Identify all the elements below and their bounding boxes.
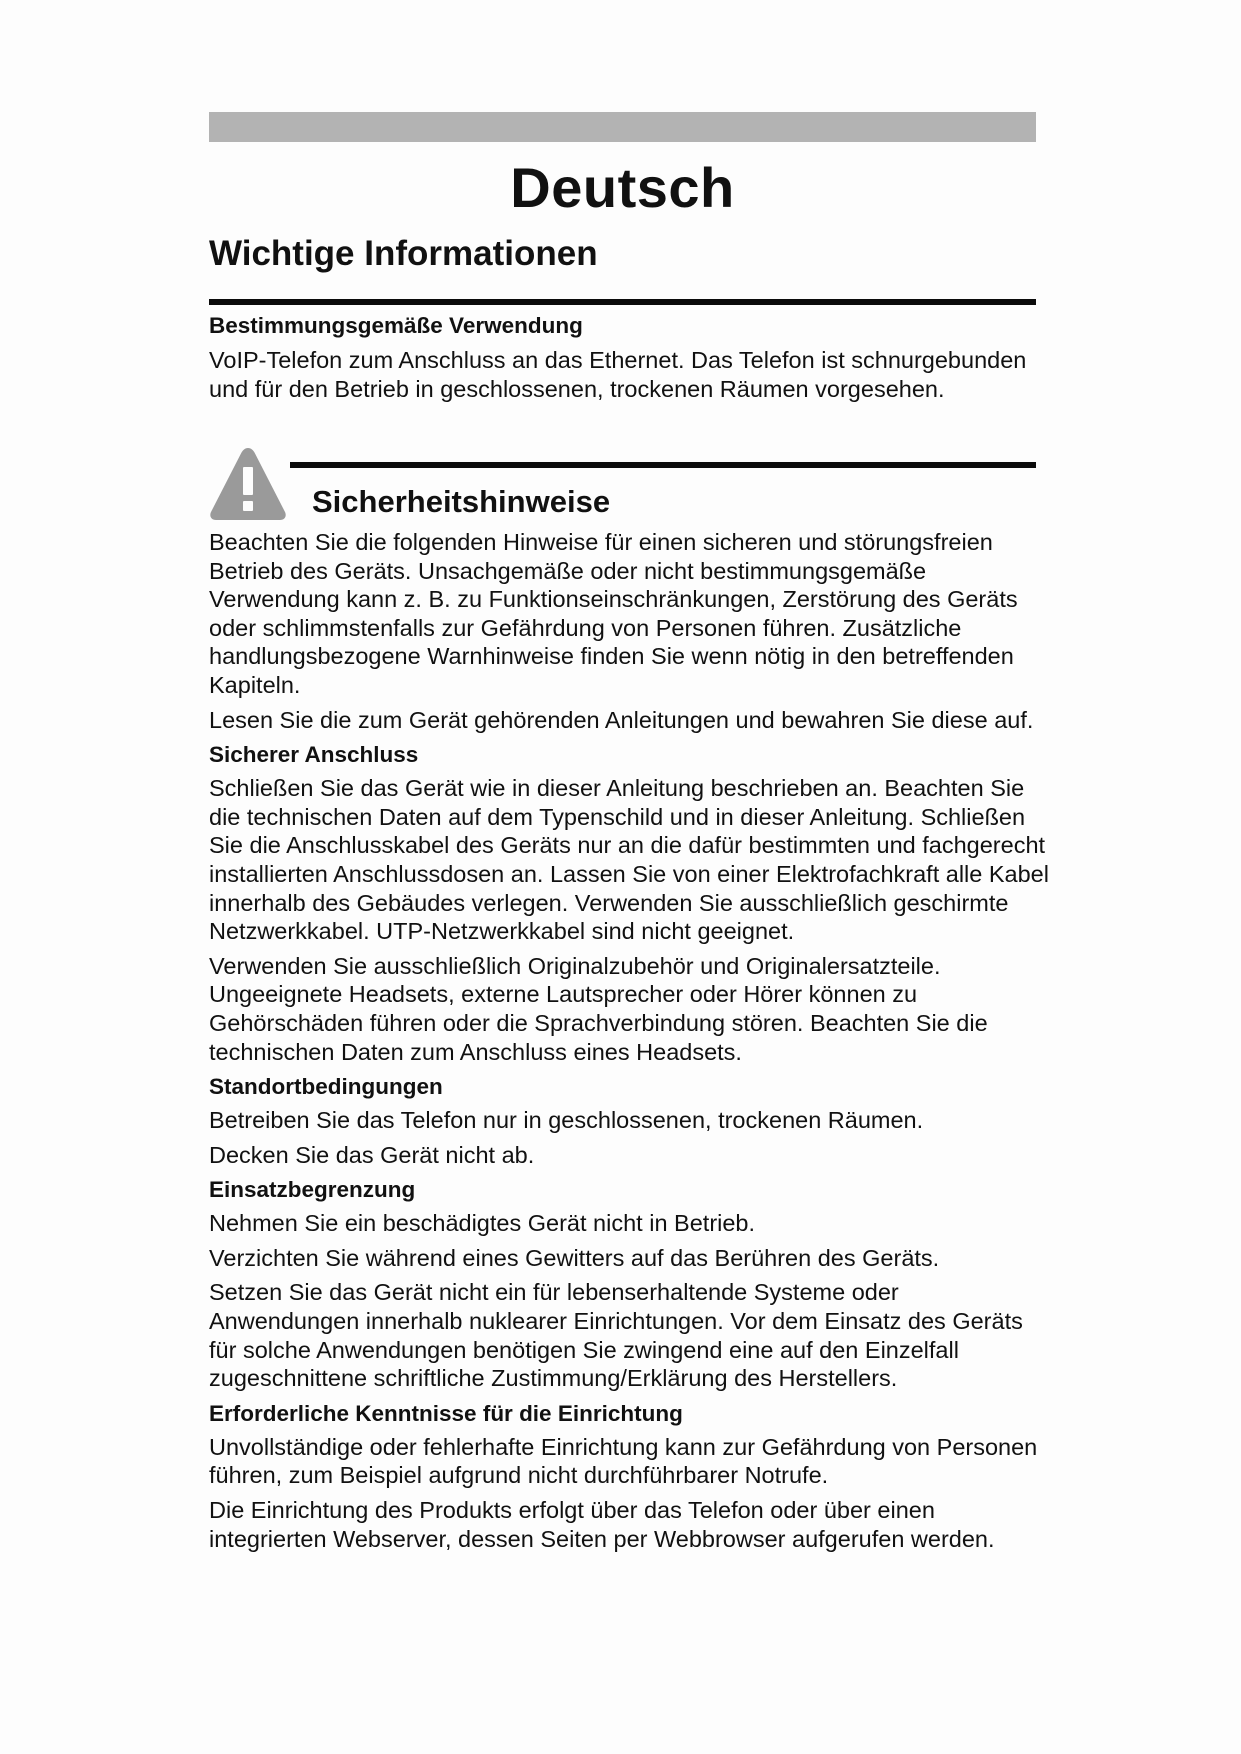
connection-paragraph-1: Schließen Sie das Gerät wie in dieser Anleitung beschrieben an. Beachten Sie die technischen Daten auf dem Typenschild und in dieser Anleitung. Schließen Sie die Anschlusskabel des Geräts nur an die dafür bestimmten und fachgerecht installierten Anschlussdosen an. Lassen Sie von einer Elektrofachkraft alle Kabel innerhalb des Gebäudes verlegen. Verwenden Sie ausschließlich geschirmte Netzwerkkabel. UTP-Netzwerkkabel sind nicht geeignet. (209, 775, 1049, 945)
language-title: Deutsch (510, 156, 735, 219)
safety-read-manuals: Lesen Sie die zum Gerät gehörenden Anleitungen und bewahren Sie diese auf. (209, 706, 1034, 733)
safety-divider (290, 462, 1036, 468)
safety-heading: Sicherheitshinweise (312, 484, 611, 519)
limitations-paragraph-1: Nehmen Sie ein beschädigtes Gerät nicht in Betrieb. (209, 1210, 756, 1237)
location-paragraph-2: Decken Sie das Gerät nicht ab. (209, 1141, 535, 1168)
location-paragraph-1: Betreiben Sie das Telefon nur in geschlossenen, trockenen Räumen. (209, 1107, 924, 1134)
intended-use-heading: Bestimmungsgemäße Verwendung (209, 313, 583, 338)
top-gray-bar (209, 112, 1036, 142)
safety-intro: Beachten Sie die folgenden Hinweise für einen sicheren und störungsfreien Betrieb des Geräts. Unsachgemäße oder nicht bestimmungsgemäße Verwendung kann z. B. zu Funktionseinschränkungen, Zerstörung des Geräts oder schlimmstenfalls zur Gefährdung von Personen führen. Zusätzliche handlungsbezogene Warnhinweise finden Sie wenn nötig in den betreffenden Kapiteln. (209, 529, 1018, 698)
intended-use-text: VoIP-Telefon zum Anschluss an das Ethernet. Das Telefon ist schnurgebunden und für den Betrieb in geschlossenen, trockenen Räumen vorgesehen. (209, 347, 1027, 402)
setup-paragraph-2: Die Einrichtung des Produkts erfolgt über das Telefon oder über einen integrierten Webserver, dessen Seiten per Webbrowser aufgerufen werden. (209, 1497, 995, 1552)
page-title: Wichtige Informationen (209, 234, 598, 273)
safety-content (209, 528, 1054, 1559)
limitations-paragraph-3: Setzen Sie das Gerät nicht ein für lebenserhaltende Systeme oder Anwendungen innerhalb nuklearer Einrichtungen. Vor dem Einsatz des Geräts für solche Anwendungen benötigen Sie zwingend eine auf den Einzelfall zugeschnittene schriftliche Zustimmung/Erklärung des Herstellers. (209, 1279, 1023, 1392)
limitations-paragraph-2: Verzichten Sie während eines Gewitters auf das Berühren des Geräts. (209, 1244, 940, 1271)
section-heading-limitations: Einsatzbegrenzung (209, 1177, 416, 1203)
warning-triangle-icon (209, 446, 287, 522)
section-divider (209, 299, 1036, 305)
setup-paragraph-1: Unvollständige oder fehlerhafte Einrichtung kann zur Gefährdung von Personen führen, zum Beispiel aufgrund nicht durchführbarer Notrufe. (209, 1433, 1038, 1489)
section-heading-location: Standortbedingungen (209, 1074, 443, 1100)
connection-paragraph-2: Verwenden Sie ausschließlich Originalzubehör und Originalersatzteile. Ungeeignete Headsets, externe Lautsprecher oder Hörer können zu Gehörschäden führen oder die Sprachverbindung stören. Beachten Sie die technischen Daten zum Anschluss eines Headsets. (209, 952, 988, 1065)
section-heading-setup-knowledge: Erforderliche Kenntnisse für die Einrichtung (209, 1400, 683, 1426)
section-heading-connection: Sicherer Anschluss (209, 742, 419, 768)
